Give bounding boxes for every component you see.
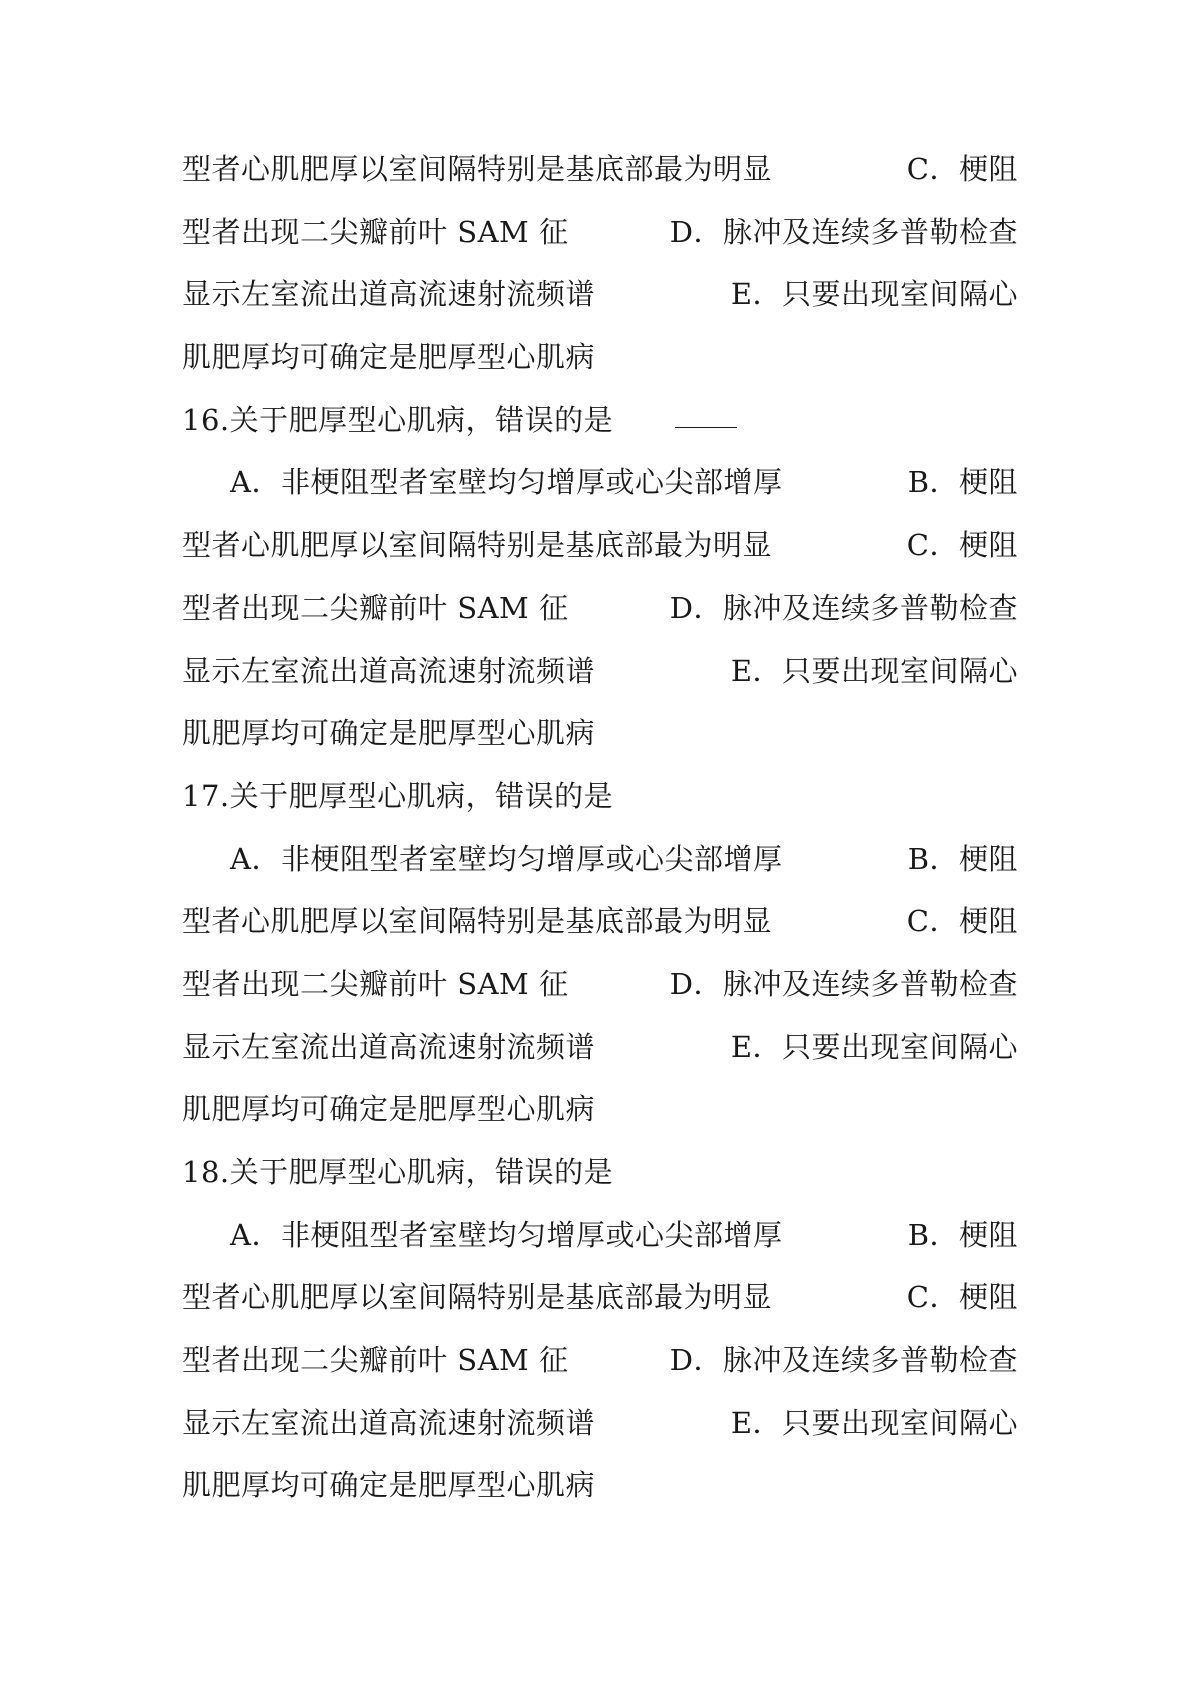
option-line xyxy=(182,514,1018,577)
option-text: 型者心肌肥厚以室间隔特别是基底部最为明显 xyxy=(182,152,773,186)
option-line xyxy=(182,138,1018,201)
option-label: E．只要出现室间隔心 xyxy=(730,1405,1018,1440)
option-label: C．梗阻 xyxy=(906,904,1018,939)
option-text: 型者出现二尖瓣前叶 SAM 征 xyxy=(182,1343,569,1378)
option-text: A．非梗阻型者室壁均匀增厚或心尖部增厚 xyxy=(230,465,783,500)
option-text: 肌肥厚均可确定是肥厚型心肌病 xyxy=(182,1468,596,1503)
option-text: 型者出现二尖瓣前叶 SAM 征 xyxy=(182,966,569,1001)
option-line xyxy=(182,640,1018,703)
option-line xyxy=(182,1392,1018,1455)
option-text: 型者心肌肥厚以室间隔特别是基底部最为明显 xyxy=(182,1280,773,1315)
option-label: B．梗阻 xyxy=(907,465,1018,500)
option-text: 型者出现二尖瓣前叶 SAM 征 xyxy=(182,214,569,249)
option-text: 型者出现二尖瓣前叶 SAM 征 xyxy=(182,590,569,625)
option-line xyxy=(182,953,1018,1016)
option-text: 型者心肌肥厚以室间隔特别是基底部最为明显 xyxy=(182,904,773,939)
option-line xyxy=(182,1016,1018,1079)
option-line xyxy=(182,1204,1018,1267)
option-label: B．梗阻 xyxy=(907,841,1018,876)
answer-blank xyxy=(675,426,737,428)
option-line xyxy=(182,451,1018,514)
option-line xyxy=(182,890,1018,953)
option-label: C．梗阻 xyxy=(906,1280,1018,1315)
option-line xyxy=(182,326,1018,389)
option-line xyxy=(182,702,1018,765)
option-label: C．梗阻 xyxy=(906,152,1018,186)
option-text: 显示左室流出道高流速射流频谱 xyxy=(182,277,596,312)
option-text: 显示左室流出道高流速射流频谱 xyxy=(182,1029,596,1064)
option-text: A．非梗阻型者室壁均匀增厚或心尖部增厚 xyxy=(230,1217,783,1252)
option-text: 型者心肌肥厚以室间隔特别是基底部最为明显 xyxy=(182,528,773,563)
option-text: A．非梗阻型者室壁均匀增厚或心尖部增厚 xyxy=(230,841,783,876)
option-label: D．脉冲及连续多普勒检查 xyxy=(669,590,1018,625)
option-label: B．梗阻 xyxy=(907,1217,1018,1252)
option-label: E．只要出现室间隔心 xyxy=(730,653,1018,688)
question-stem xyxy=(182,389,1018,452)
option-label: D．脉冲及连续多普勒检查 xyxy=(669,214,1018,249)
question-text: 16.关于肥厚型心肌病，错误的是 xyxy=(182,402,614,437)
option-text: 肌肥厚均可确定是肥厚型心肌病 xyxy=(182,716,596,751)
question-stem xyxy=(182,765,1018,828)
document-body xyxy=(182,138,1018,1517)
option-line xyxy=(182,1454,1018,1517)
option-text: 显示左室流出道高流速射流频谱 xyxy=(182,653,596,688)
option-line xyxy=(182,1078,1018,1141)
question-text: 17.关于肥厚型心肌病，错误的是 xyxy=(182,778,614,813)
option-label: E．只要出现室间隔心 xyxy=(730,277,1018,312)
option-line xyxy=(182,577,1018,640)
option-line xyxy=(182,263,1018,326)
option-label: E．只要出现室间隔心 xyxy=(730,1029,1018,1064)
option-line xyxy=(182,1329,1018,1392)
option-label: C．梗阻 xyxy=(906,528,1018,563)
option-label: D．脉冲及连续多普勒检查 xyxy=(669,966,1018,1001)
question-text: 18.关于肥厚型心肌病，错误的是 xyxy=(182,1155,614,1189)
option-text: 肌肥厚均可确定是肥厚型心肌病 xyxy=(182,340,596,375)
question-stem xyxy=(182,1141,1018,1204)
option-text: 肌肥厚均可确定是肥厚型心肌病 xyxy=(182,1092,596,1127)
option-line xyxy=(182,201,1018,264)
option-text: 显示左室流出道高流速射流频谱 xyxy=(182,1405,596,1440)
option-line xyxy=(182,828,1018,891)
option-label: D．脉冲及连续多普勒检查 xyxy=(669,1343,1018,1378)
option-line xyxy=(182,1266,1018,1329)
